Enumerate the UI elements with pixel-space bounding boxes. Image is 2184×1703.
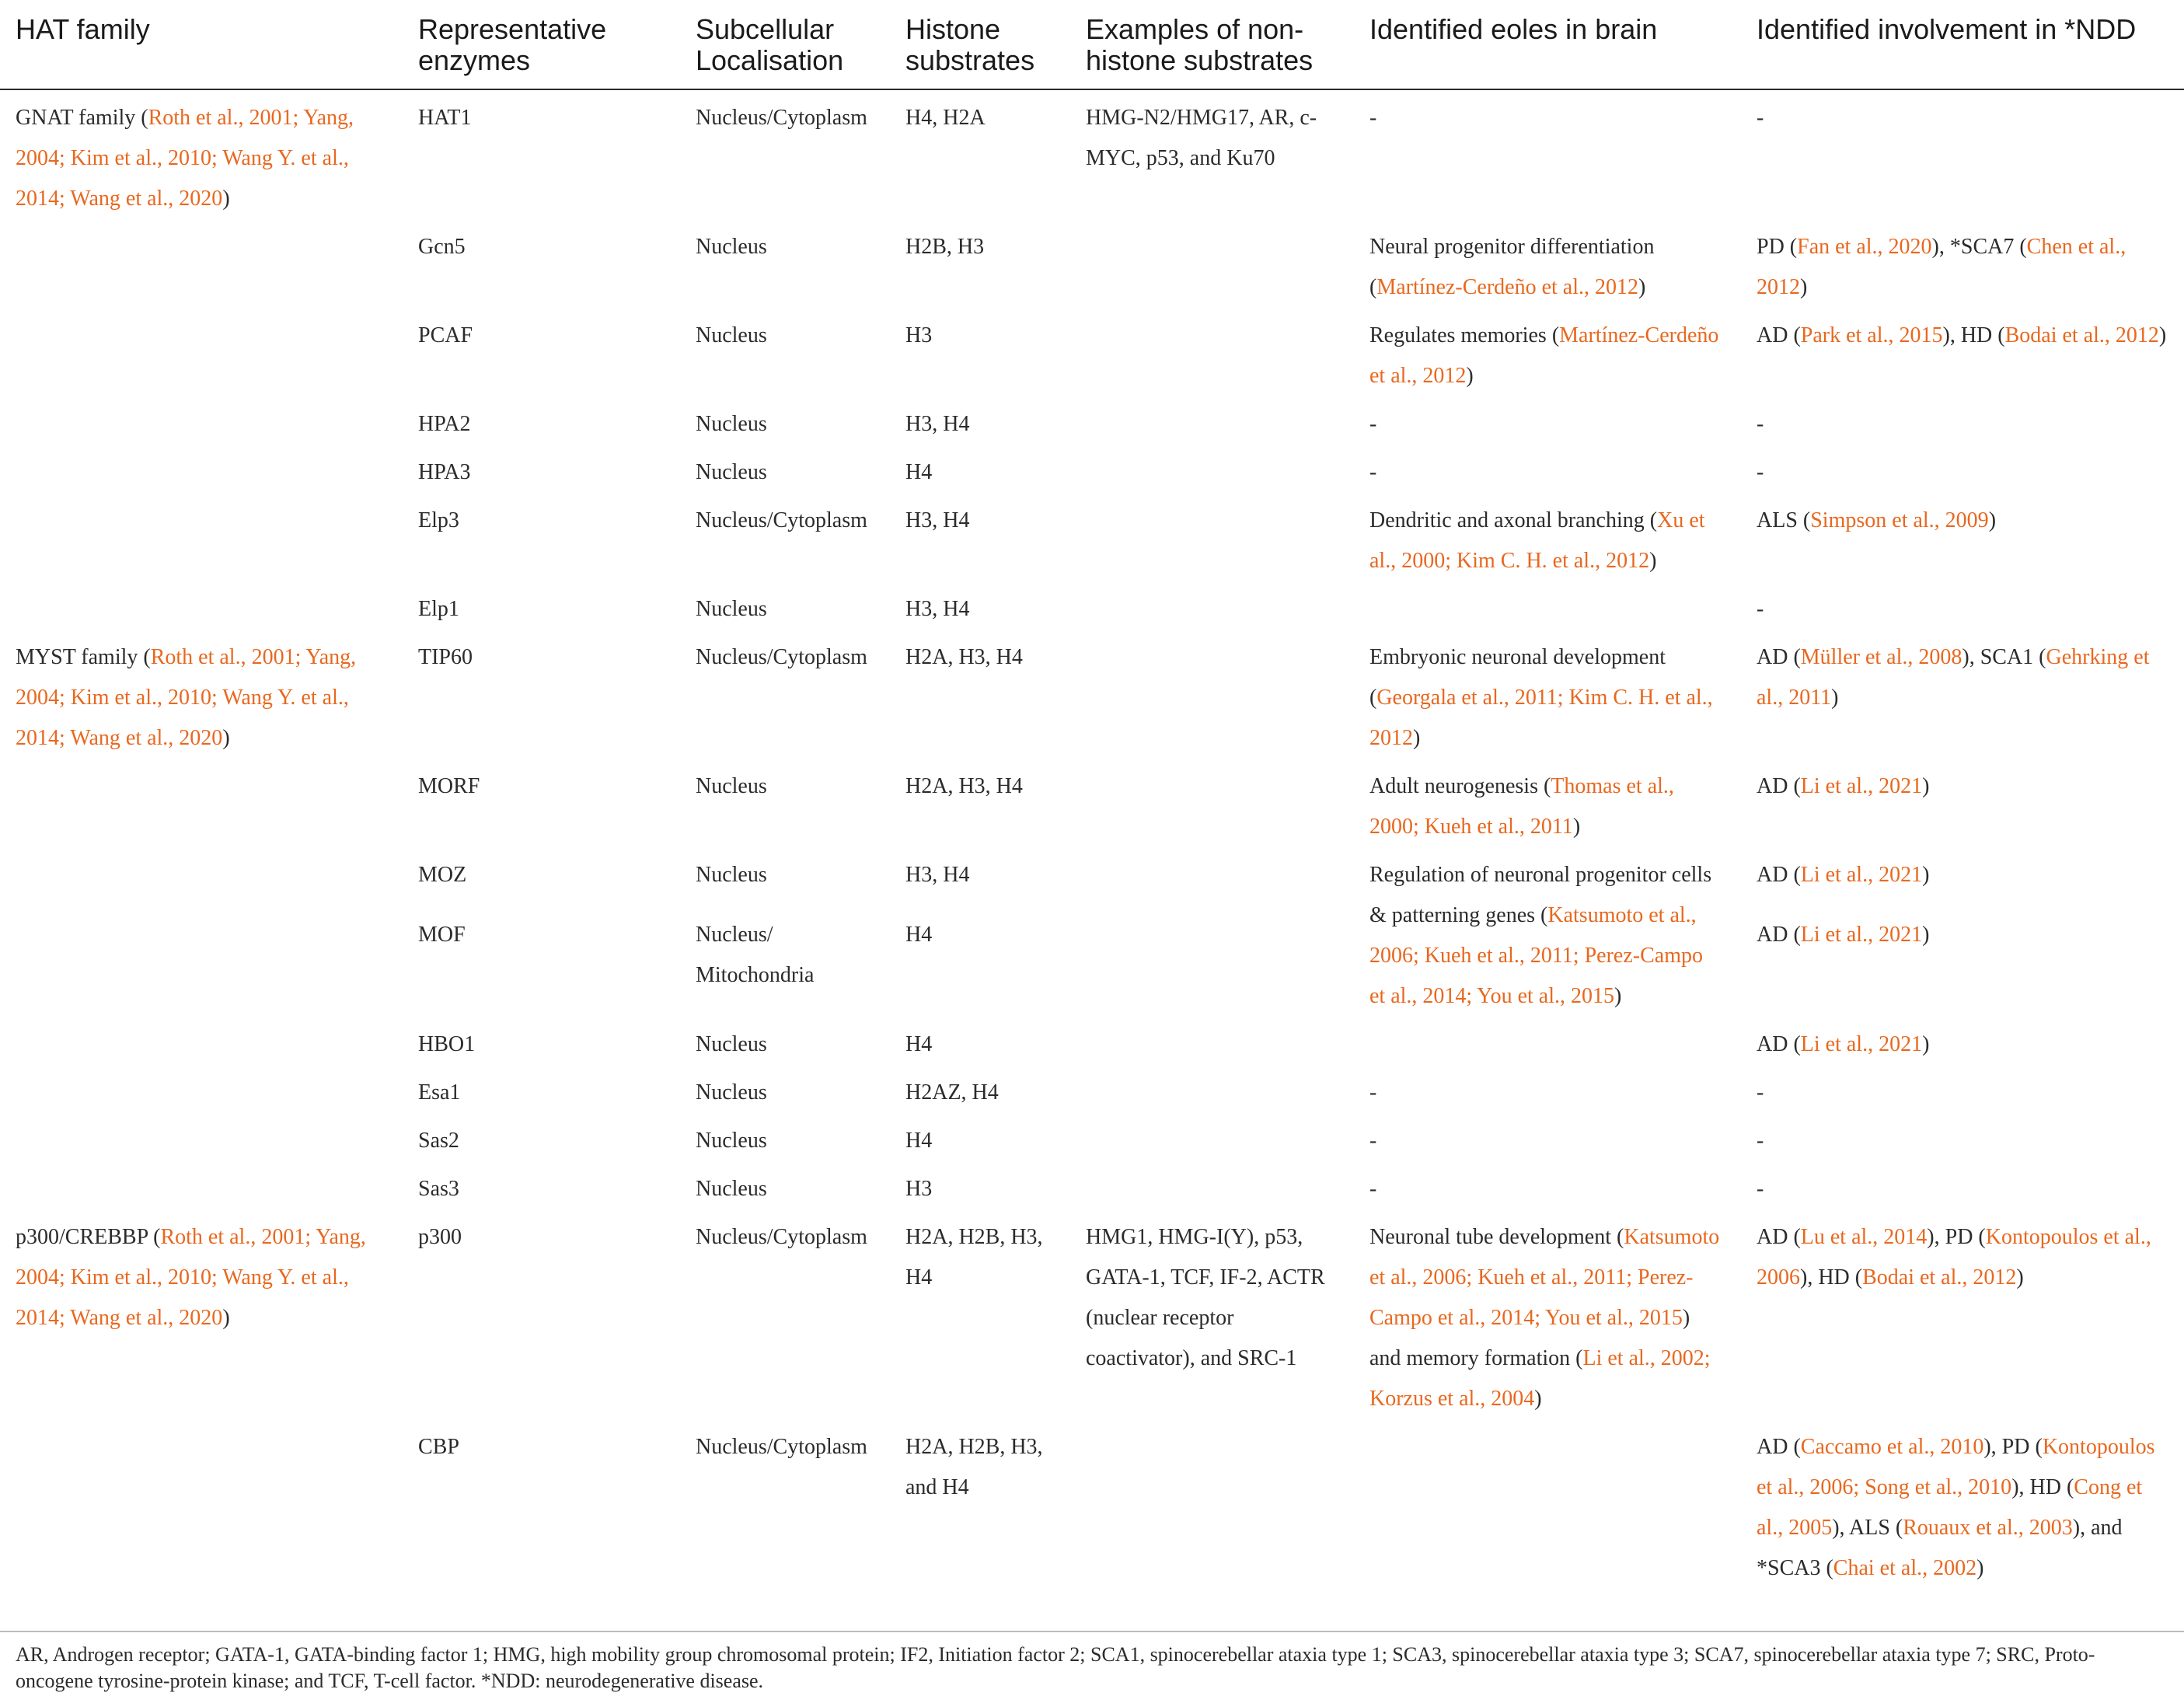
cell-localisation: Nucleus [696, 597, 767, 621]
cell-ndd-involvement [1741, 316, 2184, 404]
citation-link[interactable]: Cong et al., 2005 [1757, 1475, 2143, 1540]
cell-roles-in-brain [1354, 452, 1741, 501]
cell-localisation: Nucleus/Cytoplasm [696, 645, 867, 669]
cell-ndd-involvement [1741, 89, 2184, 227]
table-row [0, 404, 2184, 452]
cell-text: ), HD ( [2011, 1475, 2074, 1499]
cell-text: - [1369, 106, 1377, 130]
cell-text: AD ( [1757, 645, 1801, 669]
cell-localisation: Nucleus/ Mitochondria [696, 922, 815, 987]
cell-non-histone-substrates [1070, 855, 1354, 915]
cell-text: ) [1466, 364, 1474, 388]
cell-non-histone-substrates [1070, 227, 1354, 316]
cell-text: - [1369, 412, 1377, 436]
citation-link[interactable]: Roth et al., 2001; Yang, 2004; Kim et al., 2010; Wang Y. et al., 2014; Wang et al., 2020 [16, 106, 354, 211]
cell-enzyme: CBP [418, 1435, 459, 1459]
table-row [0, 452, 2184, 501]
header-hat-family: HAT family [16, 13, 150, 45]
cell-roles-in-brain [1354, 89, 1741, 227]
header-representative-enzymes: Representative enzymes [418, 13, 607, 76]
cell-localisation: Nucleus [696, 1032, 767, 1056]
citation-link[interactable]: Georgala et al., 2011; Kim C. H. et al., 2012 [1369, 686, 1713, 750]
cell-non-histone-substrates [1070, 1169, 1354, 1217]
cell-hat-family [0, 452, 403, 501]
citation-link[interactable]: Simpson et al., 2009 [1810, 508, 1989, 532]
cell-histone-substrates: H4 [905, 1129, 933, 1153]
cell-text: ) [1922, 774, 1930, 798]
cell-text: ) [1413, 726, 1421, 750]
cell-localisation: Nucleus [696, 412, 767, 436]
table-row [0, 766, 2184, 855]
cell-text: - [1757, 597, 1764, 621]
cell-histone-substrates: H2A, H2B, H3, H4 [905, 1225, 1043, 1289]
cell-text: ) [1614, 984, 1622, 1008]
cell-ndd-involvement [1741, 589, 2184, 637]
cell-localisation: Nucleus/Cytoplasm [696, 1225, 867, 1249]
table-row [0, 1217, 2184, 1427]
cell-text: GNAT family ( [16, 106, 148, 130]
cell-histone-substrates: H2AZ, H4 [905, 1080, 999, 1105]
table-row [0, 1169, 2184, 1217]
cell-non-histone-substrates [1070, 915, 1354, 1024]
cell-text: ), and *SCA3 ( [1757, 1516, 2123, 1580]
citation-link[interactable]: Martínez-Cerdeño et al., 2012 [1369, 323, 1719, 388]
cell-text: ) [1649, 549, 1657, 573]
cell-ndd-involvement [1741, 766, 2184, 855]
cell-text: ), *SCA7 ( [1931, 235, 2027, 259]
cell-text: ), HD ( [1942, 323, 2005, 347]
cell-text: Embryonic neuronal development ( [1369, 645, 1666, 710]
cell-hat-family [0, 1024, 403, 1073]
cell-text: AD ( [1757, 774, 1801, 798]
citation-link[interactable]: Park et al., 2015 [1800, 323, 1943, 347]
cell-roles-in-brain [1354, 589, 1741, 637]
cell-text: - [1757, 1080, 1764, 1105]
citation-link[interactable]: Xu et al., 2000; Kim C. H. et al., 2012 [1369, 508, 1705, 573]
cell-hat-family [0, 227, 403, 316]
cell-ndd-involvement [1741, 227, 2184, 316]
cell-text: AD ( [1757, 863, 1801, 887]
cell-hat-family [0, 855, 403, 915]
cell-histone-substrates: H3, H4 [905, 597, 970, 621]
cell-ndd-involvement [1741, 855, 2184, 915]
cell-ndd-involvement [1741, 1427, 2184, 1597]
cell-histone-substrates: H3 [905, 1177, 933, 1201]
cell-text: ) [2016, 1265, 2024, 1289]
cell-text: - [1369, 460, 1377, 484]
citation-link[interactable]: Bodai et al., 2012 [2004, 323, 2159, 347]
cell-non-histone-substrates: HMG-N2/HMG17, AR, c-MYC, p53, and Ku70 [1086, 106, 1317, 170]
cell-ndd-involvement [1741, 501, 2184, 589]
cell-enzyme: MOZ [418, 863, 467, 887]
cell-roles-in-brain [1354, 1169, 1741, 1217]
cell-localisation: Nucleus [696, 323, 767, 347]
cell-ndd-involvement [1741, 404, 2184, 452]
table-row [0, 1121, 2184, 1169]
header-histone-substrates: Histone substrates [905, 13, 1035, 76]
table-row [0, 1427, 2184, 1597]
cell-text: - [1757, 1177, 1764, 1201]
cell-text: ) [1572, 815, 1581, 839]
cell-text: PD ( [1757, 235, 1798, 259]
table-row [0, 89, 2184, 227]
cell-localisation: Nucleus [696, 1129, 767, 1153]
cell-ndd-involvement [1741, 452, 2184, 501]
table-row [0, 227, 2184, 316]
cell-hat-family [0, 89, 403, 227]
cell-text: ) [222, 726, 230, 750]
table-row [0, 1024, 2184, 1073]
cell-enzyme: Gcn5 [418, 235, 466, 259]
cell-text: ) [1922, 863, 1930, 887]
cell-hat-family [0, 316, 403, 404]
cell-localisation: Nucleus/Cytoplasm [696, 508, 867, 532]
header-roles-in-brain: Identified eoles in brain [1369, 13, 1658, 45]
cell-text: - [1369, 1129, 1377, 1153]
cell-text: ), PD ( [1983, 1435, 2043, 1459]
citation-link[interactable]: Katsumoto et al., 2006; Kueh et al., 2011; Perez-Campo et al., 2014; You et al., 2015 [1369, 903, 1703, 1008]
citation-link[interactable]: Gehrking et al., 2011 [1757, 645, 2150, 710]
cell-non-histone-substrates [1070, 501, 1354, 589]
cell-enzyme: Elp3 [418, 508, 459, 532]
cell-hat-family [0, 766, 403, 855]
cell-hat-family [0, 1073, 403, 1121]
cell-text: - [1369, 1080, 1377, 1105]
citation-link[interactable]: Chai et al., 2002 [1833, 1556, 1977, 1580]
cell-text: ), HD ( [1800, 1265, 1863, 1289]
table-row [0, 915, 2184, 1024]
citation-link[interactable]: Katsumoto et al., 2006; Kueh et al., 2011; Perez-Campo et al., 2014; You et al., 2015 [1369, 1225, 1720, 1330]
cell-text: - [1757, 412, 1764, 436]
cell-roles-in-brain [1354, 227, 1741, 316]
cell-text: - [1757, 460, 1764, 484]
cell-ndd-involvement [1741, 1217, 2184, 1427]
cell-text: Neural progenitor differentiation ( [1369, 235, 1655, 299]
table-row [0, 855, 2184, 915]
cell-localisation: Nucleus [696, 863, 767, 887]
cell-roles-in-brain [1354, 404, 1741, 452]
cell-ndd-involvement [1741, 1024, 2184, 1073]
cell-ndd-involvement [1741, 1073, 2184, 1121]
cell-enzyme: p300 [418, 1225, 462, 1249]
cell-localisation: Nucleus [696, 774, 767, 798]
cell-text: AD ( [1757, 922, 1801, 947]
cell-localisation: Nucleus/Cytoplasm [696, 106, 867, 130]
cell-non-histone-substrates [1070, 1024, 1354, 1073]
cell-text: AD ( [1757, 1435, 1801, 1459]
citation-link[interactable]: Li et al., 2021 [1800, 1032, 1923, 1056]
cell-text: ), ALS ( [1832, 1516, 1903, 1540]
cell-enzyme: MOF [418, 922, 466, 947]
citation-link[interactable]: Chen et al., 2012 [1757, 235, 2126, 299]
cell-hat-family [0, 1217, 403, 1427]
table-header-row [0, 0, 2184, 89]
table-footnote: AR, Androgen receptor; GATA-1, GATA-binding factor 1; HMG, high mobility group chromosomal protein; IF2, Initiation factor 2; SCA1, spinocerebellar ataxia type 1; SCA3, spinocerebellar ataxia type 3; SCA7, spinocerebellar ataxia type 7; SRC, Proto-oncogene tyrosine-protein kinase; and TCF, T-cell factor. *NDD: neurodegenerative disease. [0, 1631, 2184, 1694]
cell-text: ) [1988, 508, 1997, 532]
cell-roles-in-brain [1354, 1024, 1741, 1073]
cell-non-histone-substrates [1070, 452, 1354, 501]
cell-text: ) and memory formation ( [1369, 1306, 1690, 1370]
cell-text: Regulates memories ( [1369, 323, 1560, 347]
cell-ndd-involvement [1741, 1169, 2184, 1217]
cell-histone-substrates: H4, H2A [905, 106, 986, 130]
cell-histone-substrates: H2A, H3, H4 [905, 774, 1023, 798]
cell-histone-substrates: H4 [905, 922, 933, 947]
cell-histone-substrates: H2A, H3, H4 [905, 645, 1023, 669]
cell-non-histone-substrates: HMG1, HMG-I(Y), p53, GATA-1, TCF, IF-2, ACTR (nuclear receptor coactivator), and SRC-1 [1086, 1225, 1325, 1370]
cell-enzyme: HPA2 [418, 412, 471, 436]
cell-roles-in-brain [1354, 637, 1741, 766]
cell-text: Dendritic and axonal branching ( [1369, 508, 1658, 532]
citation-link[interactable]: Li et al., 2021 [1800, 863, 1923, 887]
cell-text: ), PD ( [1927, 1225, 1986, 1249]
citation-link[interactable]: Bodai et al., 2012 [1862, 1265, 2017, 1289]
cell-hat-family [0, 915, 403, 1024]
table-row [0, 1073, 2184, 1121]
cell-roles-in-brain [1354, 1427, 1741, 1597]
cell-text: - [1369, 1177, 1377, 1201]
cell-roles-in-brain [1354, 316, 1741, 404]
cell-histone-substrates: H2A, H2B, H3, and H4 [905, 1435, 1043, 1499]
cell-localisation: Nucleus [696, 235, 767, 259]
cell-hat-family [0, 589, 403, 637]
cell-text: ) [1534, 1387, 1542, 1411]
cell-histone-substrates: H2B, H3 [905, 235, 985, 259]
cell-enzyme: PCAF [418, 323, 473, 347]
cell-text: ) [1922, 922, 1930, 947]
cell-non-histone-substrates [1070, 766, 1354, 855]
cell-histone-substrates: H3, H4 [905, 508, 970, 532]
cell-text: p300/CREBBP ( [16, 1225, 161, 1249]
citation-link[interactable]: Li et al., 2021 [1800, 922, 1923, 947]
cell-roles-in-brain [1354, 855, 1741, 1024]
cell-enzyme: Esa1 [418, 1080, 461, 1105]
cell-enzyme: MORF [418, 774, 480, 798]
header-subcellular-localisation: Subcellular Localisation [696, 13, 844, 76]
cell-histone-substrates: H4 [905, 460, 933, 484]
cell-histone-substrates: H3, H4 [905, 412, 970, 436]
citation-link[interactable]: Müller et al., 2008 [1800, 645, 1962, 669]
table-body [0, 89, 2184, 1597]
cell-ndd-involvement [1741, 1121, 2184, 1169]
cell-enzyme: Sas2 [418, 1129, 459, 1153]
cell-ndd-involvement [1741, 915, 2184, 1024]
cell-localisation: Nucleus [696, 1080, 767, 1105]
citation-link[interactable]: Lu et al., 2014 [1800, 1225, 1928, 1249]
cell-hat-family [0, 501, 403, 589]
cell-text: ), SCA1 ( [1962, 645, 2046, 669]
cell-text: ALS ( [1757, 508, 1811, 532]
cell-non-histone-substrates [1070, 637, 1354, 766]
cell-non-histone-substrates [1070, 316, 1354, 404]
cell-text: - [1757, 106, 1764, 130]
cell-text: Regulation of neuronal progenitor cells & patterning genes ( [1369, 863, 1712, 927]
cell-text: Adult neurogenesis ( [1369, 774, 1551, 798]
citation-link[interactable]: Roth et al., 2001; Yang, 2004; Kim et al., 2010; Wang Y. et al., 2014; Wang et al., 2020 [16, 645, 357, 750]
cell-hat-family [0, 1169, 403, 1217]
cell-roles-in-brain [1354, 1073, 1741, 1121]
cell-non-histone-substrates [1070, 1073, 1354, 1121]
cell-ndd-involvement [1741, 637, 2184, 766]
citation-link[interactable]: Rouaux et al., 2003 [1903, 1516, 2073, 1540]
cell-text: ) [222, 187, 230, 211]
cell-enzyme: Elp1 [418, 597, 459, 621]
cell-enzyme: HAT1 [418, 106, 472, 130]
cell-roles-in-brain [1354, 766, 1741, 855]
cell-text: ) [1922, 1032, 1930, 1056]
citation-link[interactable]: Roth et al., 2001; Yang, 2004; Kim et al., 2010; Wang Y. et al., 2014; Wang et al., 2020 [16, 1225, 366, 1330]
citation-link[interactable]: Kontopoulos et al., 2006 [1757, 1225, 2151, 1289]
header-non-histone-substrates: Examples of non-histone substrates [1086, 13, 1314, 76]
citation-link[interactable]: Li et al., 2021 [1800, 774, 1923, 798]
cell-non-histone-substrates [1070, 1427, 1354, 1597]
citation-link[interactable]: Martínez-Cerdeño et al., 2012 [1376, 275, 1638, 299]
cell-hat-family [0, 404, 403, 452]
cell-roles-in-brain [1354, 501, 1741, 589]
citation-link[interactable]: Li et al., 2002; Korzus et al., 2004 [1369, 1346, 1711, 1411]
citation-link[interactable]: Fan et al., 2020 [1797, 235, 1932, 259]
cell-text: ) [1800, 275, 1808, 299]
cell-localisation: Nucleus/Cytoplasm [696, 1435, 867, 1459]
cell-text: Neuronal tube development ( [1369, 1225, 1624, 1249]
cell-text: ) [222, 1306, 230, 1330]
cell-non-histone-substrates [1070, 404, 1354, 452]
cell-text: AD ( [1757, 1032, 1801, 1056]
cell-text: ) [1638, 275, 1646, 299]
cell-text: ) [1831, 686, 1839, 710]
cell-localisation: Nucleus [696, 1177, 767, 1201]
cell-text: AD ( [1757, 1225, 1801, 1249]
cell-enzyme: TIP60 [418, 645, 473, 669]
citation-link[interactable]: Kontopoulos et al., 2006; Song et al., 2010 [1757, 1435, 2155, 1499]
cell-hat-family [0, 637, 403, 766]
cell-text: ) [1976, 1556, 1984, 1580]
cell-histone-substrates: H3 [905, 323, 933, 347]
table-row [0, 637, 2184, 766]
cell-text: MYST family ( [16, 645, 151, 669]
cell-localisation: Nucleus [696, 460, 767, 484]
cell-hat-family [0, 1121, 403, 1169]
table-row [0, 316, 2184, 404]
table-row [0, 501, 2184, 589]
table-row [0, 589, 2184, 637]
cell-enzyme: Sas3 [418, 1177, 459, 1201]
header-ndd-involvement: Identified involvement in *NDD [1757, 13, 2137, 45]
cell-roles-in-brain [1354, 1217, 1741, 1427]
cell-text: AD ( [1757, 323, 1801, 347]
cell-non-histone-substrates [1070, 589, 1354, 637]
cell-enzyme: HPA3 [418, 460, 471, 484]
cell-text: ) [2158, 323, 2167, 347]
cell-roles-in-brain [1354, 1121, 1741, 1169]
cell-histone-substrates: H4 [905, 1032, 933, 1056]
cell-histone-substrates: H3, H4 [905, 863, 970, 887]
cell-non-histone-substrates [1070, 1121, 1354, 1169]
cell-hat-family [0, 1427, 403, 1597]
cell-enzyme: HBO1 [418, 1032, 476, 1056]
citation-link[interactable]: Caccamo et al., 2010 [1800, 1435, 1984, 1459]
citation-link[interactable]: Thomas et al., 2000; Kueh et al., 2011 [1369, 774, 1674, 839]
cell-text: - [1757, 1129, 1764, 1153]
